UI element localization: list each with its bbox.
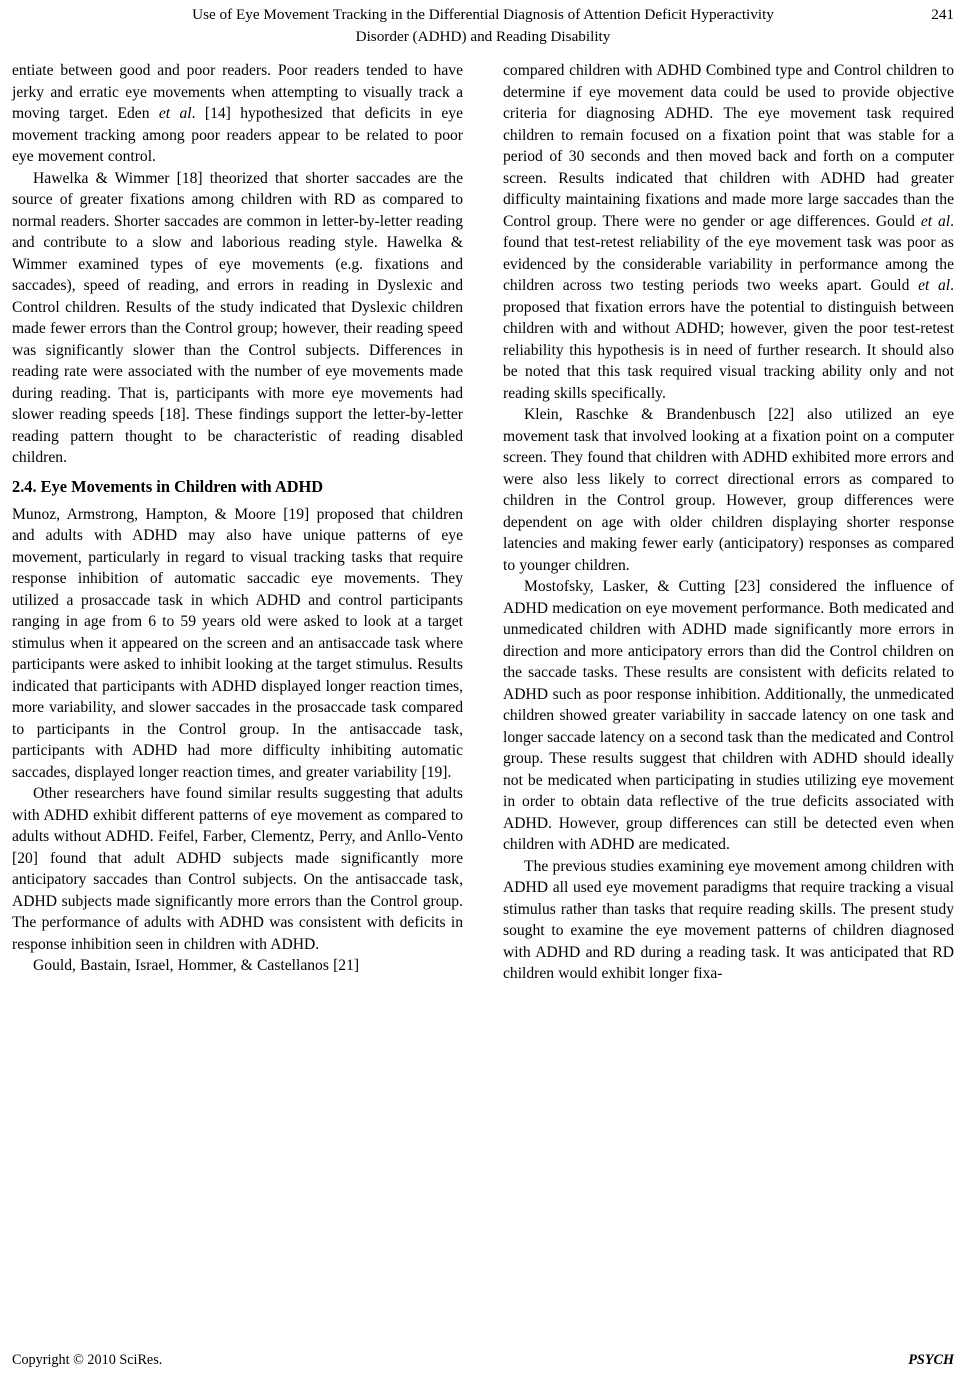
paragraph: Mostofsky, Lasker, & Cutting [23] considered the influence of ADHD medication on eye movement performance. Both medicated and unmedicated children with ADHD made significantly more errors in direction and more anticipatory errors than did the Control children on the saccade tasks. These results are consistent with deficits related to ADHD such as poor response inhibition. Additionally, the unmedicated children showed greater variability in saccade latency on one task and longer saccade latency on a second task than the medicated and Control group. These results suggest that children with ADHD should ideally not be medicated when participating in studies utilizing eye movement in order to obtain data reflective of the true deficits associated with ADHD. However, group differences can still be detected even when children with ADHD are medicated. — [503, 578, 954, 853]
page-footer — [12, 1350, 954, 1372]
paragraph-text-rest: . [14] hypothesized that deficits in eye movement tracking among poor readers appear to be related to poor eye movement control. — [12, 105, 464, 165]
paragraph-text-b: . found that test-retest reliability of the eye movement task was poor as evidenced by the considerable variability in performance among the children across two testing periods two weeks apart. Gould — [503, 212, 955, 294]
italic-et-al: et al — [158, 105, 192, 122]
italic-et-al: et al — [920, 212, 951, 230]
running-head-title-line2: Disorder (ADHD) and Reading Disability — [355, 28, 611, 45]
paragraph-text-a: compared children with ADHD Combined type and Control children to determine if eye movement data could be used to provide objective criteria for diagnosing ADHD. The eye movement task required children to remain focused on a fixation point that was stable for a period of 30 seconds and then moved back and forth on a computer screen. Results indicated that children with ADHD had greater difficulty maintaining fixations and made more large saccades than the Control group. There were no gender or age differences. Gould — [503, 62, 954, 230]
right-column — [503, 60, 954, 1305]
paragraph: Hawelka & Wimmer [18] theorized that shorter saccades are the source of greater fixations among children with RD as compared to normal readers. Shorter saccades are common in letter-by-letter reading and contribute to a slow and laborious reading style. Hawelka & Wimmer examined types of eye movements (e.g. fixations and saccades), speed of reading, and errors in reading in Dyslexic and Control children. Results of the study indicated that Dyslexic children made fewer errors than the Control group; however, their reading speed was significantly slower than the Control subjects. Differences in reading rate were associated with the number of eye movements made during reading. That is, participants with more eye movements had slower reading speeds [18]. These findings support the letter-by-letter reading pattern thought to be characteristic of reading disabled children. — [12, 169, 463, 466]
paragraph: Klein, Raschke & Brandenbusch [22] also utilized an eye movement task that involved looking at a fixation point on a computer screen. They found that children with ADHD exhibited more errors and were also less likely to correct directional errors as compared to children in the Control group. However, group differences were dependent on age with older children displaying shorter response latencies and making fewer early (anticipatory) responses as compared to younger children. — [503, 406, 954, 574]
paragraph-text: entiate between good and poor readers. Poor readers tended to have jerky and erratic eye movements when attempting to visually track a moving target. Eden — [12, 62, 463, 122]
paragraph-continued — [12, 60, 463, 168]
running-head — [0, 4, 966, 50]
left-column — [12, 60, 463, 1305]
page-number: 241 — [931, 6, 954, 23]
paragraph: Munoz, Armstrong, Hampton, & Moore [19] proposed that children and adults with ADHD may also have unique patterns of eye movement, particularly in regard to visual tracking tasks that require response inhibition of automatic saccadic eye movements. They utilized a prosaccade task in which ADHD and control participants ranging in age from 6 to 59 years old were asked to look at a target stimulus when it appeared on the screen and an antisaccade task where participants were asked to inhibit looking at the target stimulus. Results indicated that participants with ADHD displayed longer reaction times, more variability, and slower saccades in the prosaccade task compared to participants in the Control group. In the antisaccade task, participants with ADHD had more difficulty inhibiting automatic saccades, displayed longer reaction times, and greater variability [19]. — [12, 505, 463, 781]
running-head-title-line1: Use of Eye Movement Tracking in the Differential Diagnosis of Attention Deficit Hyperactivity — [192, 6, 774, 23]
paragraph: Other researchers have found similar results suggesting that adults with ADHD exhibit different patterns of eye movement as compared to adults without ADHD. Feifel, Farber, Clementz, Perry, and Anllo-Vento [20] found that adult ADHD subjects made significantly more anticipatory saccades than Control subjects. On the antisaccade task, ADHD subjects made significantly more errors than the Control group. The performance of adults with ADHD was consistent with deficits in response inhibition seen in children with ADHD. — [12, 785, 463, 953]
copyright-notice: Copyright © 2010 SciRes. — [12, 1352, 163, 1368]
paragraph-partial: Gould, Bastain, Israel, Hommer, & Castellanos [21] — [33, 957, 360, 974]
section-heading-2-4: 2.4. Eye Movements in Children with ADHD — [12, 476, 324, 496]
paragraph-text-c: . proposed that fixation errors have the potential to distinguish between children with and without ADHD; however, given the poor test-retest reliability this hypothesis is in need of further research. It should also be noted that this task required visual tracking ability only and not reading skills specifically. — [503, 277, 955, 402]
italic-et-al: et al — [918, 277, 951, 294]
running-head-title — [120, 4, 846, 48]
paragraph-continued — [503, 60, 954, 404]
body-columns — [12, 60, 954, 1305]
journal-abbreviation: PSYCH — [908, 1352, 954, 1368]
paragraph: The previous studies examining eye movement among children with ADHD all used eye movement paradigms that require tracking a visual stimulus rather than tasks that require reading skills. The present study sought to examine the eye movement patterns of children diagnosed with ADHD and RD during a reading task. It was anticipated that RD children would exhibit longer fixa- — [503, 857, 954, 982]
